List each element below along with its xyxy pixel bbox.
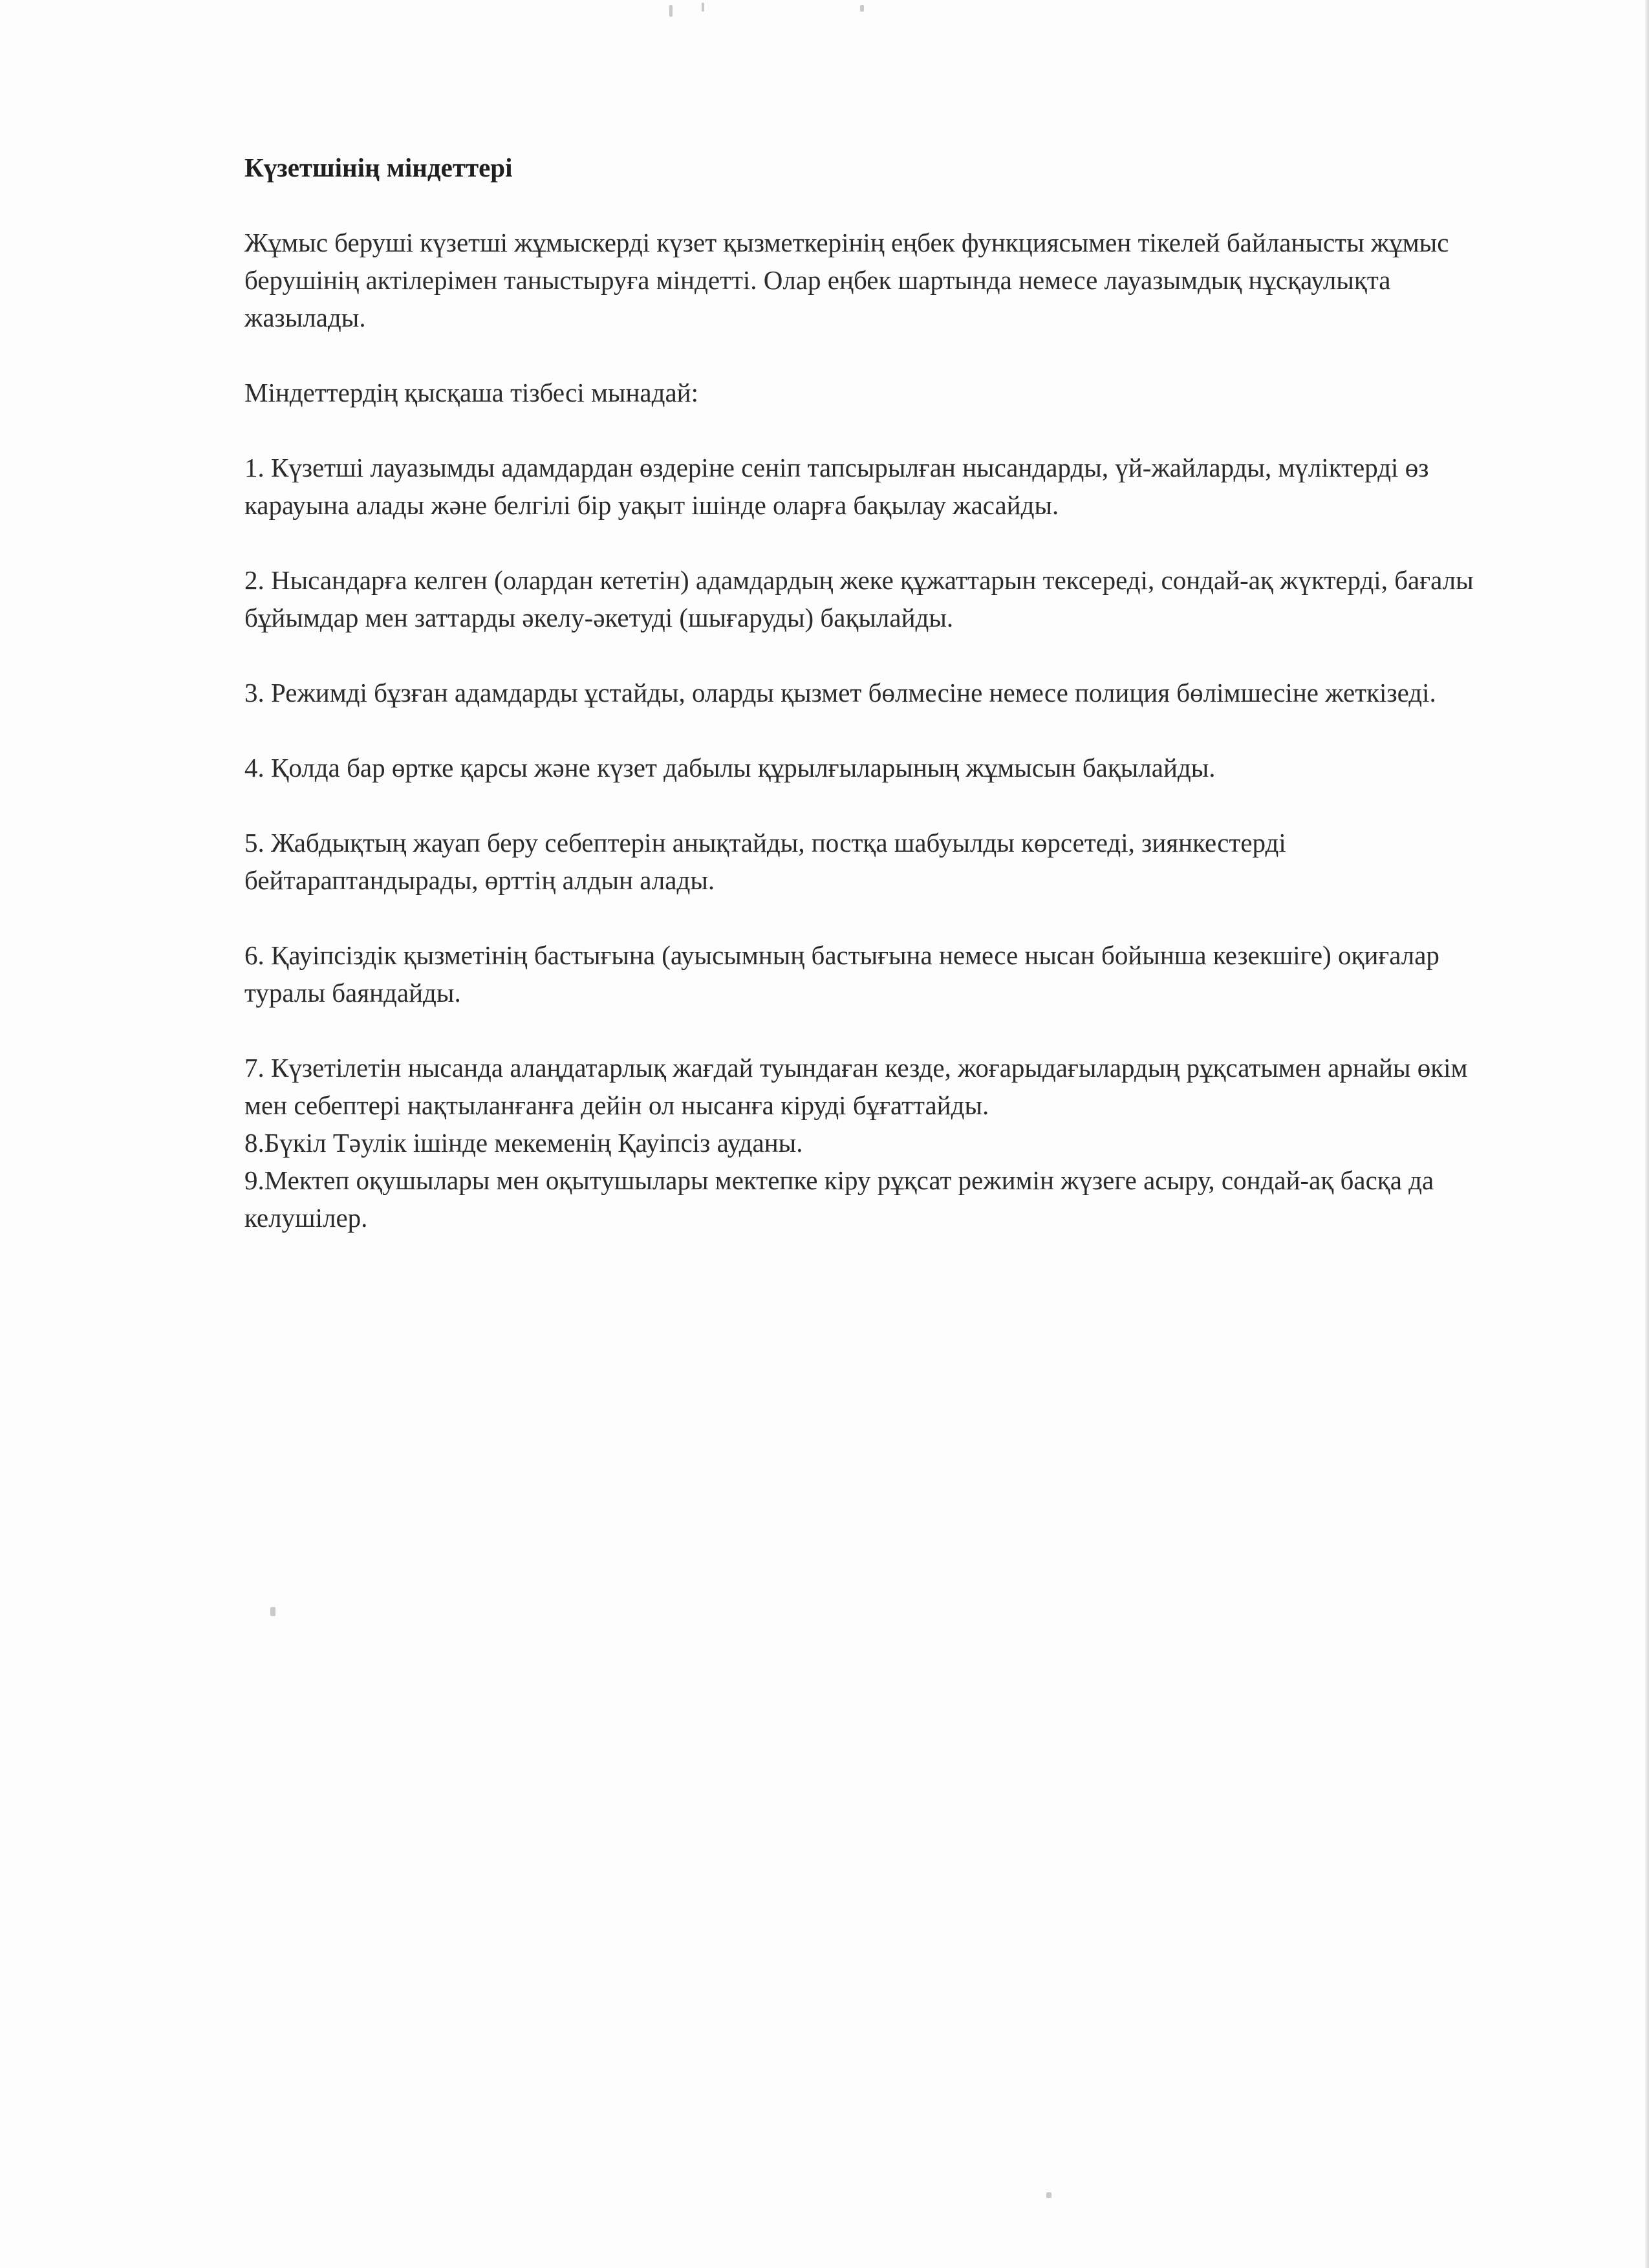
duty-item: 7. Күзетілетін нысанда алаңдатарлық жағдай туындаған кезде, жоғарыдағылардың рұқсатымен арнайы өкім мен себептері нақтыланғанға дейін ол нысанға кіруді бұғаттайды. [244,1053,1468,1120]
scan-edge-shadow [1645,0,1649,2268]
scan-speck [702,3,704,12]
duty-item: 6. Қауіпсіздік қызметінің бастығына (ауысымның бастығына немесе нысан бойынша кезекшіге) оқиғалар туралы баяндайды. [244,940,1439,1008]
scan-speck [669,5,673,17]
scan-speck [270,1607,275,1616]
duty-item: 2. Нысандарға келген (олардан кететін) адамдардың жеке құжаттарын тексереді, сондай-ақ жүктерді, бағалы бұйымдар мен заттарды әкелу-әкетуді (шығаруды) бақылайды. [244,565,1474,632]
duty-item: 1. Күзетші лауазымды адамдардан өздеріне сеніп тапсырылған нысандарды, үй-жайларды, мүліктерді өз карауына алады және белгілі бір уақыт ішінде оларға бақылау жасайды. [244,453,1429,520]
scan-speck [1046,2192,1051,2198]
duty-item: 9.Мектеп оқушылары мен оқытушылары мектепке кіру рұқсат режимін жүзеге асыру, сондай-ақ басқа да келушілер. [244,1165,1434,1233]
duty-item: 8.Бүкіл Тәулік ішінде мекеменің Қауіпсіз ауданы. [244,1128,803,1158]
intro-paragraph: Жұмыс беруші күзетші жұмыскерді күзет қызметкерінің еңбек функциясымен тікелей байланысты жұмыс берушінің актілерімен таныстыруға міндетті. Олар еңбек шартында немесе лауазымдық нұсқаулықта жазылады. [244,228,1449,332]
duty-item: 5. Жабдықтың жауап беру себептерін анықтайды, постқа шабуылды көрсетеді, зиянкестерді бейтараптандырады, өрттің алдын алады. [244,828,1286,895]
scan-speck [860,5,864,12]
document-title: Күзетшінің міндеттері [244,153,513,182]
document-body [244,149,1512,1237]
duty-item: 4. Қолда бар өртке қарсы және күзет дабылы құрылғыларының жұмысын бақылайды. [244,753,1216,783]
list-heading: Міндеттердің қысқаша тізбесі мынадай: [244,378,698,407]
duty-item: 3. Режимді бұзған адамдарды ұстайды, оларды қызмет бөлмесіне немесе полиция бөлімшесіне жеткізеді. [244,678,1436,707]
